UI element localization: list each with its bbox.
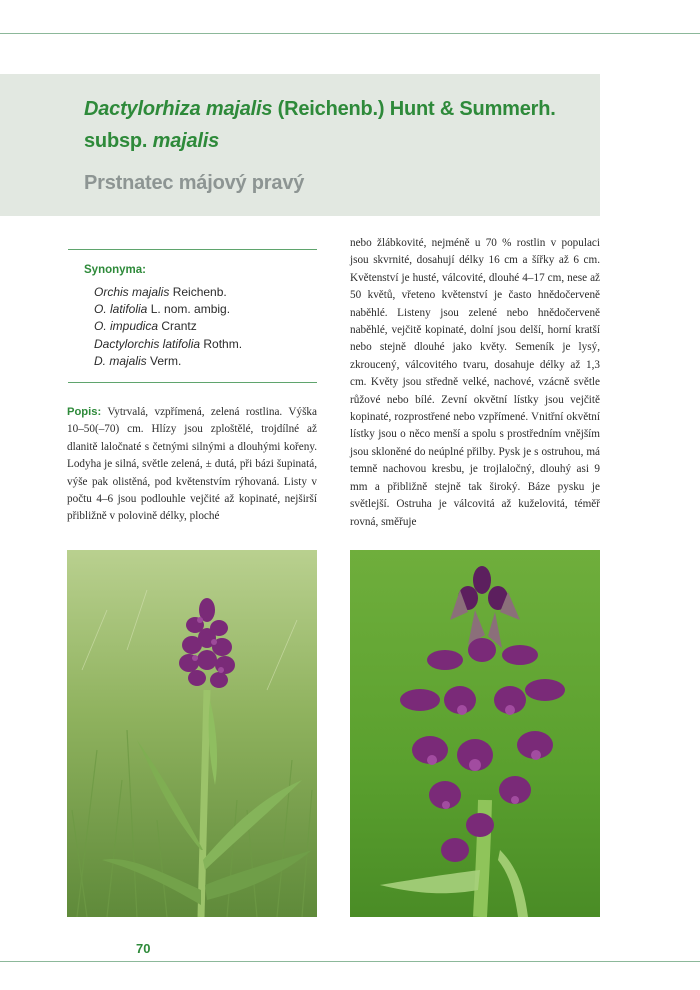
description-right-column: nebo žlábkovité, nejméně u 70 % rostlin v populaci jsou skvrnité, dosahují délky 16 cm a šířky až 6 cm. Květenství je husté, válcovité, dlouhé 4–17 cm, nese až 50 květů, vřeteno květenství je často hnědočerveně naběhlé. Listeny jsou zelené nebo hnědočerveně naběhlé, vejčitě kopinaté, dolní jsou delší, horní kratší nebo stejně dlouhé jako květy. Semeník je lysý, zkroucený, válcovitého tvaru, dosahuje délky až 1,3 cm. Květy jsou středně velké, nachové, vzácně světle růžové nebo bílé. Zevní okvětní lístky jsou vejčitě kopinaté, rozprostřené nebo vzpřímené. Vnitřní okvětní lístky jsou o něco menší a spolu s prostředním vnějším jsou skloněné do neúplné přilby. Pysk je s ostruhou, má temně nachovou kresbu, je trojlaločný, dlouhý asi 9 mm a přibližně stejně tak široký. Báze pysku je světlejší. Ostruha je válcovitá až kuželovitá, téměř rovná, směřuje xyxy=(350,237,600,528)
whole-plant-illustration xyxy=(67,550,317,917)
synonyms-bottom-rule xyxy=(68,382,317,383)
species-czech-title: Prstnatec májový pravý xyxy=(84,172,305,194)
top-rule xyxy=(0,33,700,34)
synonyms-list xyxy=(94,284,324,370)
synonym-name: O. impudica xyxy=(94,319,159,334)
description-left-column xyxy=(67,404,317,526)
synonym-item xyxy=(94,301,324,318)
latin-genus-species: Dactylorhiza majalis xyxy=(84,98,273,120)
synonym-name: Dactylorchis latifolia xyxy=(94,336,201,351)
inflorescence-illustration xyxy=(350,550,600,917)
synonym-item xyxy=(94,353,324,370)
synonym-item xyxy=(94,284,324,301)
species-latin-title xyxy=(84,93,594,157)
description-left-text: Vytrvalá, vzpřímená, zelená rostlina. Výška 10–50(–70) cm. Hlízy jsou zploštělé, trojdílné až dlanitě laločnaté s četnými silnými a dlouhými kořeny. Lodyha je silná, světle zelená, ± dutá, při bázi šupinatá, výše pak olistěná, pod květenstvím rýhovaná. Listy v počtu 4–6 jsou podlouhle vejčité až kopinaté, nejširší přibližně v polovině délky, ploché xyxy=(67,406,317,523)
photo-whole-plant xyxy=(67,550,317,917)
subsp-prefix: subsp. xyxy=(84,130,153,152)
synonym-author: Verm. xyxy=(146,353,182,368)
description-label: Popis: xyxy=(67,406,102,418)
synonyms-heading: Synonyma: xyxy=(84,264,146,276)
page-number: 70 xyxy=(136,941,151,956)
synonym-item xyxy=(94,318,324,335)
synonym-name: D. majalis xyxy=(94,353,147,368)
synonym-author: Reichenb. xyxy=(169,285,227,299)
photo-inflorescence-detail xyxy=(350,550,600,917)
synonym-item xyxy=(94,336,324,353)
synonyms-top-rule xyxy=(68,249,317,250)
synonym-name: O. latifolia xyxy=(94,302,148,317)
bottom-rule xyxy=(0,961,700,962)
synonym-author: Crantz xyxy=(158,319,197,334)
synonym-name: Orchis majalis xyxy=(94,285,170,299)
synonym-author: L. nom. ambig. xyxy=(147,302,231,317)
subsp-name: majalis xyxy=(152,130,220,152)
synonym-author: Rothm. xyxy=(200,336,243,351)
latin-authority: (Reichenb.) Hunt & Summerh. xyxy=(272,98,556,120)
